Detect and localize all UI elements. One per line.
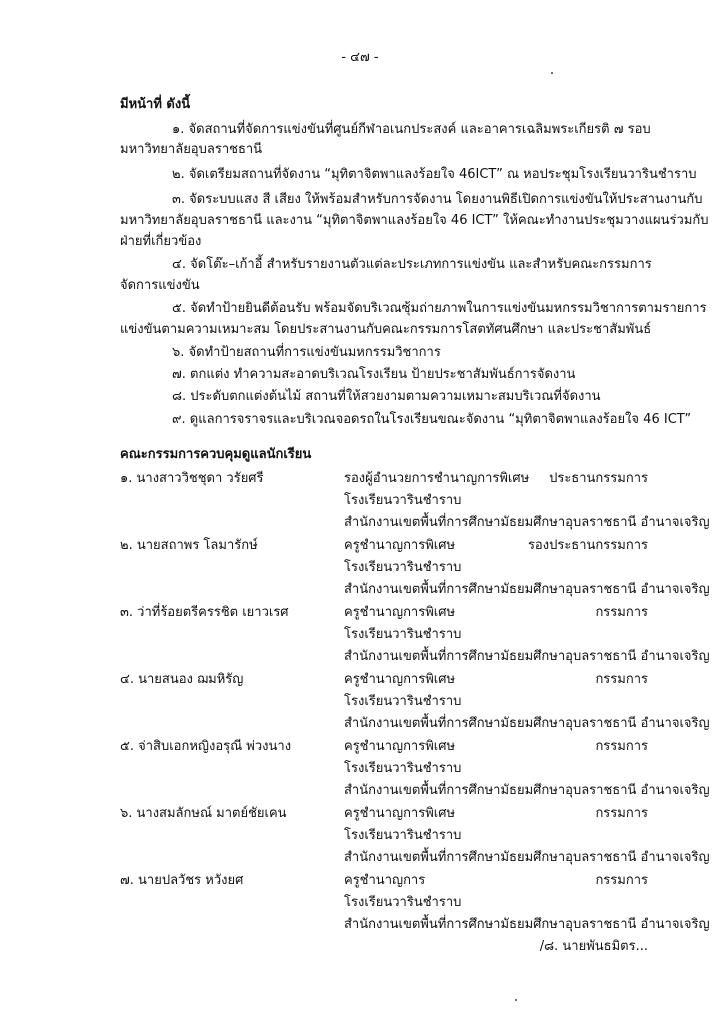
member-role: กรรมการ bbox=[595, 806, 648, 821]
member-name: ๑. นางสาววิชชุดา วรัยศรี bbox=[120, 471, 264, 486]
member-name: ๓. ว่าที่ร้อยตรีครรชิต เยาวเรศ bbox=[120, 605, 289, 620]
member-office: สำนักงานเขตพื้นที่การศึกษามัธยมศึกษาอุบลราชธานี อำนาจเจริญ bbox=[344, 716, 710, 731]
member-role: กรรมการ bbox=[595, 605, 648, 620]
member-name: ๒. นายสถาพร โลมารักษ์ bbox=[120, 538, 258, 553]
member-school: โรงเรียนวารินชำราบ bbox=[344, 761, 462, 776]
member-name: ๔. นายสนอง ฌมหิรัญ bbox=[120, 672, 244, 687]
member-name: ๗. นายปลวัชร หวังยศ bbox=[120, 873, 244, 888]
member-office: สำนักงานเขตพื้นที่การศึกษามัธยมศึกษาอุบลราชธานี อำนาจเจริญ bbox=[344, 850, 710, 865]
duty-item-4: ๔. จัดโต๊ะ–เก้าอี้ สำหรับรายงานตัวแต่ละประเภทการแข่งขัน และสำหรับคณะกรรมการ bbox=[172, 257, 652, 272]
member-role: กรรมการ bbox=[595, 672, 648, 687]
duty-item-1: ๑. จัดสถานที่จัดการแข่งขันที่ศูนย์กีฬาอเนกประสงค์ และอาคารเฉลิมพระเกียรติ ๗ รอบ bbox=[172, 122, 651, 137]
member-office: สำนักงานเขตพื้นที่การศึกษามัธยมศึกษาอุบลราชธานี อำนาจเจริญ bbox=[344, 917, 710, 932]
page-number: - ๔๗ - bbox=[341, 50, 379, 65]
member-office: สำนักงานเขตพื้นที่การศึกษามัธยมศึกษาอุบลราชธานี อำนาจเจริญ bbox=[344, 783, 710, 798]
member-school: โรงเรียนวารินชำราบ bbox=[344, 895, 462, 910]
member-office: สำนักงานเขตพื้นที่การศึกษามัธยมศึกษาอุบลราชธานี อำนาจเจริญ bbox=[344, 515, 710, 530]
duty-item-6: ๖. จัดทำป้ายสถานที่การแข่งขันมหกรรมวิชาการ bbox=[172, 345, 441, 360]
duty-item-5-cont: แข่งขันตามความเหมาะสม โดยประสานงานกับคณะกรรมการโสตทัศนศึกษา และประชาสัมพันธ์ bbox=[120, 322, 652, 337]
duty-item-5: ๕. จัดทำป้ายยินดีต้อนรับ พร้อมจัดบริเวณซุ้มถ่ายภาพในการแข่งขันมหกรรมวิชาการตามรายการ bbox=[172, 301, 707, 316]
duty-item-4-cont: จัดการแข่งขัน bbox=[120, 278, 200, 293]
member-position: ครูชำนาญการพิเศษ bbox=[344, 538, 456, 553]
duty-item-8: ๘. ประดับตกแต่งต้นไม้ สถานที่ให้สวยงามตามความเหมาะสมบริเวณที่จัดงาน bbox=[172, 389, 601, 404]
committee-heading: คณะกรรมการควบคุมดูแลนักเรียน bbox=[120, 447, 312, 462]
member-office: สำนักงานเขตพื้นที่การศึกษามัธยมศึกษาอุบลราชธานี อำนาจเจริญ bbox=[344, 582, 710, 597]
member-position: ครูชำนาญการ bbox=[344, 873, 426, 888]
member-role: กรรมการ bbox=[595, 739, 648, 754]
continuation-note: /๘. นายพันธมิตร... bbox=[539, 939, 648, 954]
member-role: กรรมการ bbox=[595, 873, 648, 888]
member-school: โรงเรียนวารินชำราบ bbox=[344, 627, 462, 642]
member-position: ครูชำนาญการพิเศษ bbox=[344, 739, 456, 754]
member-school: โรงเรียนวารินชำราบ bbox=[344, 560, 462, 575]
member-role: รองประธานกรรมการ bbox=[527, 538, 648, 553]
member-name: ๖. นางสมลักษณ์ มาตย์ชัยเคน bbox=[120, 806, 287, 821]
member-position: ครูชำนาญการพิเศษ bbox=[344, 672, 456, 687]
member-position: ครูชำนาญการพิเศษ bbox=[344, 605, 456, 620]
duty-item-3-cont2: ฝ่ายที่เกี่ยวข้อง bbox=[120, 234, 202, 249]
member-school: โรงเรียนวารินชำราบ bbox=[344, 493, 462, 508]
duty-item-9: ๙. ดูแลการจราจรและบริเวณจอดรถในโรงเรียนขณะจัดงาน “มุทิตาจิตพาแลงร้อยใจ 46 ICT” bbox=[172, 412, 692, 427]
duty-item-2: ๒. จัดเตรียมสถานที่จัดงาน “มุทิตาจิตพาแลงร้อยใจ 46ICT” ณ หอประชุมโรงเรียนวารินชำราบ bbox=[172, 167, 697, 182]
member-position: รองผู้อำนวยการชำนาญการพิเศษ bbox=[344, 471, 530, 486]
member-position: ครูชำนาญการพิเศษ bbox=[344, 806, 456, 821]
duty-item-3-cont: มหาวิทยาลัยอุบลราชธานี และงาน “มุทิตาจิตพาแลงร้อยใจ 46 ICT” ให้คณะทำงานประชุมวางแผนร่วมกับ bbox=[120, 213, 709, 228]
member-school: โรงเรียนวารินชำราบ bbox=[344, 694, 462, 709]
duties-heading: มีหน้าที่ ดังนี้ bbox=[120, 97, 191, 112]
member-name: ๕. จ่าสิบเอกหญิงอรุณี พ่วงนาง bbox=[120, 739, 292, 754]
member-school: โรงเรียนวารินชำราบ bbox=[344, 828, 462, 843]
member-office: สำนักงานเขตพื้นที่การศึกษามัธยมศึกษาอุบลราชธานี อำนาจเจริญ bbox=[344, 649, 710, 664]
duty-item-3: ๓. จัดระบบแสง สี เสียง ให้พร้อมสำหรับการจัดงาน โดยงานพิธีเปิดการแข่งขันให้ประสานงานกับ bbox=[172, 192, 703, 207]
duty-item-7: ๗. ตกแต่ง ทำความสะอาดบริเวณโรงเรียน ป้ายประชาสัมพันธ์การจัดงาน bbox=[172, 367, 576, 382]
duty-item-1-cont: มหาวิทยาลัยอุบลราชธานี bbox=[120, 142, 263, 157]
scan-speck bbox=[551, 72, 553, 74]
member-role: ประธานกรรมการ bbox=[549, 471, 648, 486]
scan-speck bbox=[515, 999, 517, 1001]
